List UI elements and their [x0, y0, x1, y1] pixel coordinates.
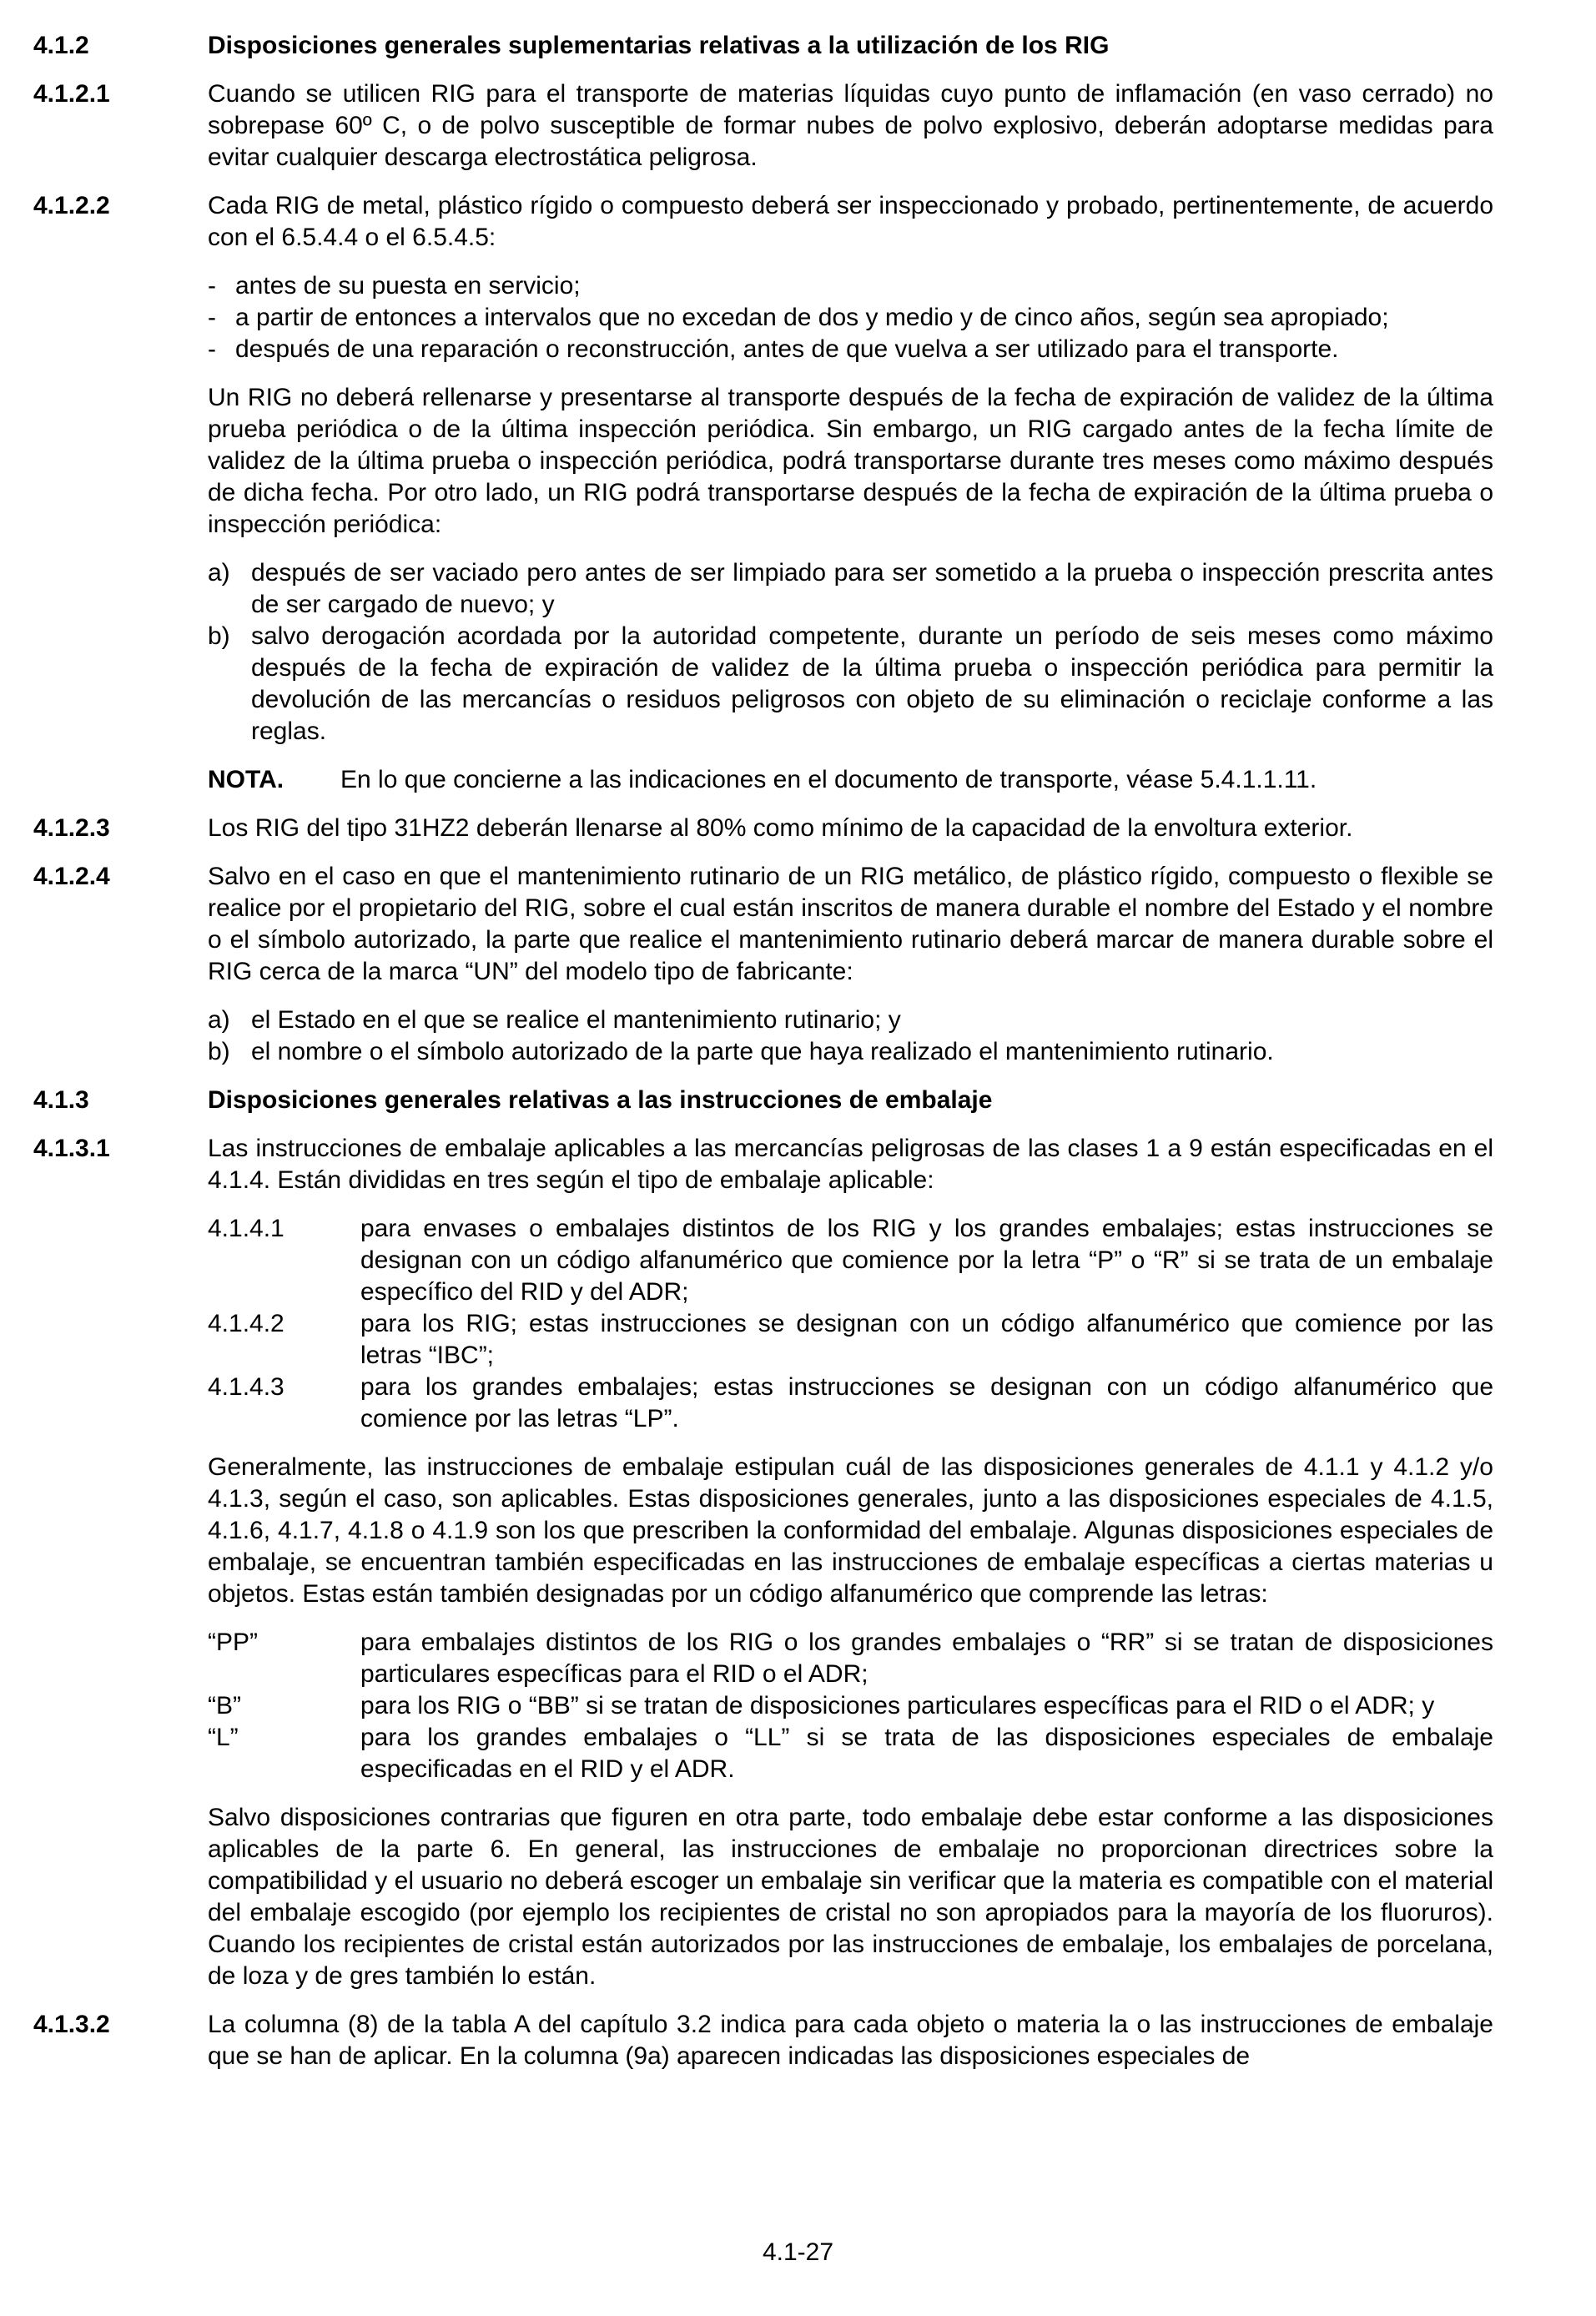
dash-list [208, 270, 1493, 365]
list-item: “B” para los RIG o “BB” si se tratan de disposiciones particulares específicas para el RID o el ADR; y [208, 1692, 1435, 1719]
section-4-1-2-4 [33, 861, 1493, 988]
section-4-1-2-3 [33, 813, 1493, 844]
section-4-1-3-1 [33, 1133, 1493, 1196]
section-number: 4.1.2.3 [33, 814, 110, 842]
section-text: Las instrucciones de embalaje aplicables a las mercancías peligrosas de las clases 1 a 9 están especificadas en el 4.1.4. Están divididas en tres según el tipo de embalaje aplicable: [208, 1135, 1493, 1194]
list-item: “PP” para embalajes distintos de los RIG o los grandes embalajes o “RR” si se tratan de disposiciones particulares específicas para el RID o el ADR; [208, 1629, 1493, 1688]
section-4-1-3-2 [33, 2009, 1493, 2072]
section-text: Cuando se utilicen RIG para el transporte de materias líquidas cuyo punto de inflamación (en vaso cerrado) no sobrepase 60º C, o de polvo susceptible de formar nubes de polvo explosivo, deberán adoptarse medidas para evitar cualquier descarga electrostática peligrosa. [208, 80, 1493, 171]
section-text: La columna (8) de la tabla A del capítulo 3.2 indica para cada objeto o materia la o las instrucciones de embalaje que se han de aplicar. En la columna (9a) aparecen indicadas las disposiciones especiales de [208, 2011, 1493, 2070]
section-title: Disposiciones generales relativas a las instrucciones de embalaje [208, 1086, 993, 1114]
list-item: 4.1.4.3 para los grandes embalajes; estas instrucciones se designan con un código alfanumérico que comience por las letras “LP”. [208, 1373, 1493, 1432]
note-label: NOTA. [208, 766, 284, 793]
list-item: a) el Estado en el que se realice el mantenimiento rutinario; y [208, 1006, 901, 1034]
list-item: - antes de su puesta en servicio; [208, 272, 581, 300]
paragraph: Un RIG no deberá rellenarse y presentarse al transporte después de la fecha de expiración de validez de la última prueba periódica o de la última inspección periódica. Sin embargo, un RIG cargado antes de la fecha límite de validez de la última prueba o inspección periódica, podrá transportarse durante tres meses como máximo después de dicha fecha. Por otro lado, un RIG podrá transportarse después de la fecha de expiración de la última prueba o inspección periódica: [208, 384, 1493, 538]
section-number: 4.1.3 [33, 1086, 89, 1114]
reference-list [208, 1213, 1493, 1435]
section-text: Salvo en el caso en que el mantenimiento rutinario de un RIG metálico, de plástico rígido, compuesto o flexible se realice por el propietario del RIG, sobre el cual están inscritos de manera durable el nombre del Estado y el nombre o el símbolo autorizado, la parte que realice el mantenimiento rutinario deberá marcar de manera durable sobre el RIG cerca de la marca “UN” del modelo tipo de fabricante: [208, 863, 1493, 985]
list-item: 4.1.4.2 para los RIG; estas instrucciones se designan con un código alfanumérico que comience por las letras “IBC”; [208, 1310, 1493, 1369]
section-4-1-3-heading [33, 1085, 1493, 1116]
section-number: 4.1.3.1 [33, 1135, 110, 1162]
page-number: 4.1-27 [762, 2238, 834, 2266]
document-page [33, 30, 1493, 2089]
note [208, 764, 1493, 796]
note-text: En lo que concierne a las indicaciones en el documento de transporte, véase 5.4.1.1.11. [340, 766, 1317, 793]
paragraph: Salvo disposiciones contrarias que figuren en otra parte, todo embalaje debe estar conforme a las disposiciones aplicables de la parte 6. En general, las instrucciones de embalaje no proporcionan directrices sobre la compatibilidad y el usuario no deberá escoger un embalaje sin verificar que la materia es compatible con el material del embalaje escogido (por ejemplo los recipientes de cristal no son apropiados para la mayoría de los fluoruros). Cuando los recipientes de cristal están autorizados por las instrucciones de embalaje, los embalajes de porcelana, de loza y de gres también lo están. [208, 1804, 1493, 1990]
section-text: Los RIG del tipo 31HZ2 deberán llenarse al 80% como mínimo de la capacidad de la envoltura exterior. [208, 814, 1353, 842]
list-item: b) salvo derogación acordada por la autoridad competente, durante un período de seis meses como máximo después de la fecha de expiración de validez de la última prueba o inspección periódica para permitir la devolución de las mercancías o residuos peligrosos con objeto de su eliminación o reciclaje conforme a las reglas. [208, 622, 1493, 745]
lettered-list [208, 1004, 1493, 1068]
section-text: Cada RIG de metal, plástico rígido o compuesto deberá ser inspeccionado y probado, pertinentemente, de acuerdo con el 6.5.4.4 o el 6.5.4.5: [208, 192, 1493, 251]
section-number: 4.1.2.2 [33, 192, 110, 219]
list-item: - después de una reparación o reconstrucción, antes de que vuelva a ser utilizado para el transporte. [208, 335, 1339, 363]
lettered-list [208, 557, 1493, 748]
section-number: 4.1.2 [33, 32, 89, 59]
list-item: a) después de ser vaciado pero antes de ser limpiado para ser sometido a la prueba o inspección prescrita antes de ser cargado de nuevo; y [208, 559, 1493, 618]
list-item: - a partir de entonces a intervalos que no excedan de dos y medio y de cinco años, según sea apropiado; [208, 304, 1389, 331]
section-4-1-2-1 [33, 78, 1493, 174]
section-number: 4.1.2.1 [33, 80, 110, 108]
section-4-1-2-heading [33, 30, 1493, 62]
section-title: Disposiciones generales suplementarias relativas a la utilización de los RIG [208, 32, 1110, 59]
section-4-1-2-2 [33, 190, 1493, 254]
code-list [208, 1627, 1493, 1785]
list-item: b) el nombre o el símbolo autorizado de la parte que haya realizado el mantenimiento rutinario. [208, 1038, 1274, 1065]
list-item: “L” para los grandes embalajes o “LL” si se trata de las disposiciones especiales de embalaje especificadas en el RID y el ADR. [208, 1724, 1493, 1783]
paragraph: Generalmente, las instrucciones de embalaje estipulan cuál de las disposiciones generales de 4.1.1 y 4.1.2 y/o 4.1.3, según el caso, son aplicables. Estas disposiciones generales, junto a las disposiciones especiales de 4.1.5, 4.1.6, 4.1.7, 4.1.8 o 4.1.9 son los que prescriben la conformidad del embalaje. Algunas disposiciones especiales de embalaje, se encuentran también especificadas en las instrucciones de embalaje específicas a ciertas materias u objetos. Estas están también designadas por un código alfanumérico que comprende las letras: [208, 1453, 1493, 1608]
list-item: 4.1.4.1 para envases o embalajes distintos de los RIG y los grandes embalajes; estas instrucciones se designan con un código alfanumérico que comience por la letra “P” o “R” si se trata de un embalaje específico del RID y del ADR; [208, 1215, 1493, 1306]
section-number: 4.1.2.4 [33, 863, 110, 890]
section-number: 4.1.3.2 [33, 2011, 110, 2038]
